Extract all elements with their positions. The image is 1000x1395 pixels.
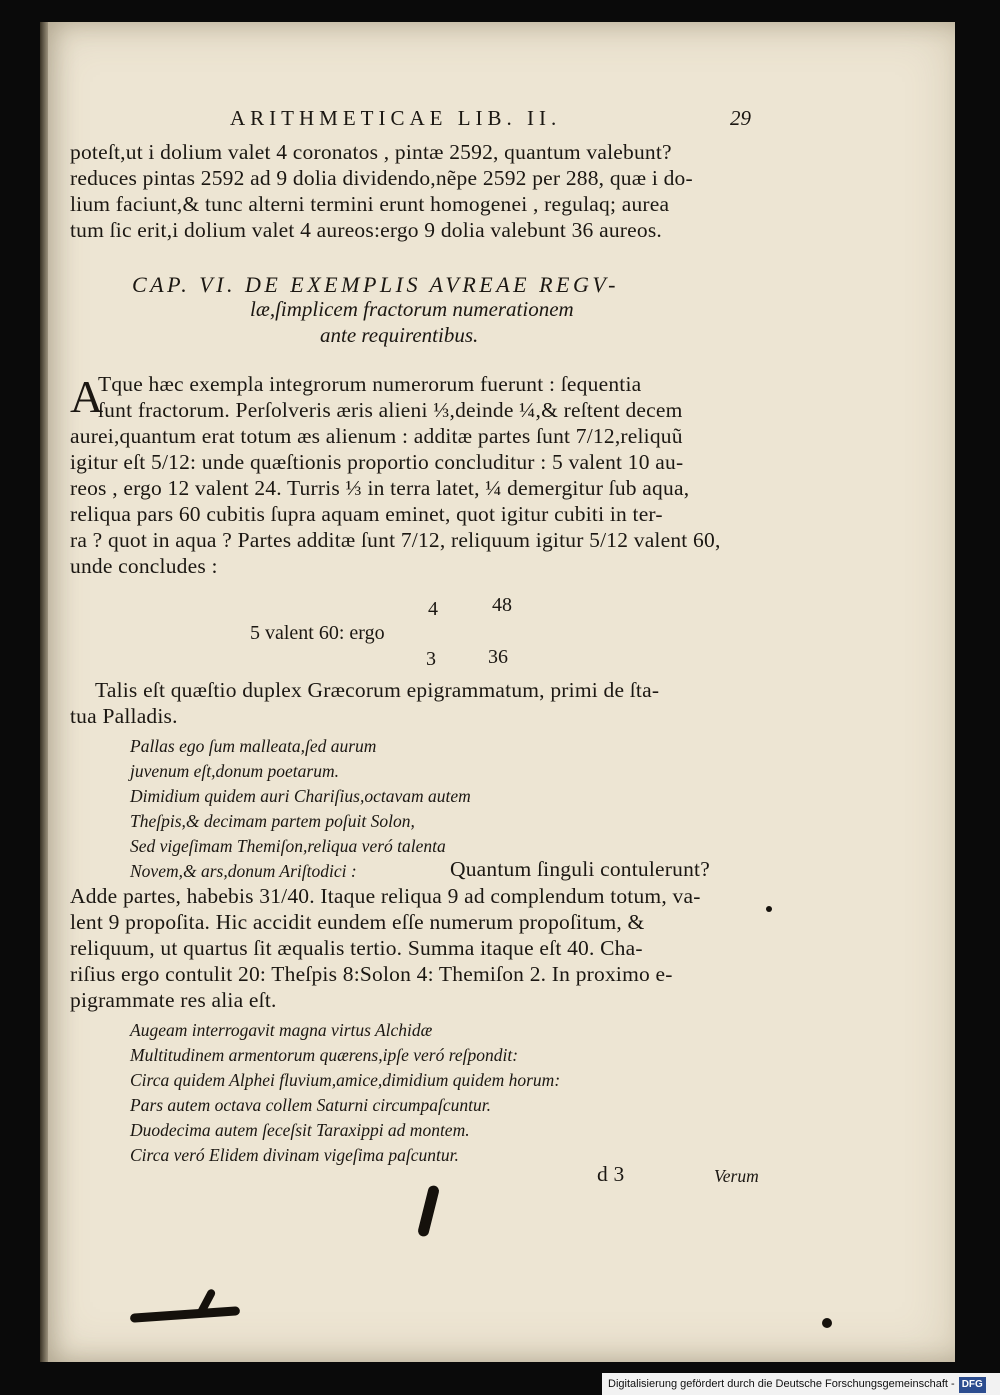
- text-line: Talis eſt quæſtio duplex Græcorum epigrammatum, primi de ſta-: [95, 678, 660, 702]
- chapter-title: CAP. VI. DE EXEMPLIS AVREAE REGV-: [132, 272, 619, 297]
- chapter-title-line: læ,ſimplicem fractorum numerationem: [250, 297, 574, 321]
- digitization-credit: [602, 1373, 1000, 1395]
- chapter-title-line: ante requirentibus.: [320, 323, 479, 347]
- text-line: tua Palladis.: [70, 704, 178, 728]
- text-line: reliqua pars 60 cubitis ſupra aquam eminet, quot igitur cubiti in ter-: [70, 502, 663, 526]
- question-line: Quantum ſinguli contulerunt?: [450, 857, 710, 881]
- text-line: poteſt,ut i dolium valet 4 coronatos , pintæ 2592, quantum valebunt?: [70, 140, 672, 164]
- text-line: lium faciunt,& tunc alterni termini erunt homogenei , regulaq; aurea: [70, 192, 670, 216]
- calc-denominator: 3: [426, 648, 436, 670]
- text-line: ſunt fractorum. Perſolveris æris alieni ⅓,deinde ¼,& reſtent decem: [98, 398, 683, 422]
- text-line: lent 9 propoſita. Hic accidit eundem eſſe numerum propoſitum, &: [70, 910, 645, 934]
- verse-line: Sed vigeſimam Themiſon,reliqua veró talenta: [130, 836, 446, 856]
- ink-stain: [130, 1306, 240, 1323]
- verse-line: Dimidium quidem auri Chariſius,octavam autem: [130, 786, 471, 806]
- text-line: igitur eſt 5/12: unde quæſtionis proportio concluditur : 5 valent 10 au-: [70, 450, 684, 474]
- text-line: reos , ergo 12 valent 24. Turris ⅓ in terra latet, ¼ demergitur ſub aqua,: [70, 476, 690, 500]
- text-line: reduces pintas 2592 ad 9 dolia dividendo,nẽpe 2592 per 288, quæ i do-: [70, 166, 693, 190]
- verse-line: Pars autem octava collem Saturni circumpaſcuntur.: [130, 1095, 491, 1115]
- verse-line: Multitudinem armentorum quærens,ipſe veró reſpondit:: [130, 1045, 519, 1065]
- verse-line: juvenum eſt,donum poetarum.: [130, 761, 339, 781]
- verse-line: Novem,& ars,donum Ariſtodici :: [130, 861, 357, 881]
- drop-cap: A: [70, 371, 104, 422]
- verse-line: Augeam interrogavit magna virtus Alchidæ: [130, 1020, 433, 1040]
- ink-dot: [766, 906, 772, 912]
- verse-line: Circa quidem Alphei fluvium,amice,dimidium quidem horum:: [130, 1070, 561, 1090]
- ink-dot: [822, 1318, 832, 1328]
- text-line: Adde partes, habebis 31/40. Itaque reliqua 9 ad complendum totum, va-: [70, 884, 701, 908]
- text-line: pigrammate res alia eſt.: [70, 988, 277, 1012]
- running-header: ARITHMETICAE LIB. II.: [230, 106, 562, 130]
- text-line: reliquum, ut quartus ſit æqualis tertio. Summa itaque eſt 40. Cha-: [70, 936, 643, 960]
- text-line: Tque hæc exempla integrorum numerorum fuerunt : ſequentia: [98, 372, 642, 396]
- page-number: 29: [730, 106, 751, 130]
- ink-stain: [417, 1184, 440, 1237]
- text-line: aurei,quantum erat totum æs alienum : additæ partes ſunt 7/12,reliquũ: [70, 424, 683, 448]
- calc-numerator: 4: [428, 598, 438, 620]
- signature-mark: d 3: [597, 1162, 625, 1186]
- calc-proportion: 5 valent 60: ergo: [250, 622, 385, 644]
- text-line: tum ſic erit,i dolium valet 4 aureos:ergo 9 dolia valebunt 36 aureos.: [70, 218, 662, 242]
- text-line: riſius ergo contulit 20: Theſpis 8:Solon 4: Themiſon 2. In proximo e-: [70, 962, 673, 986]
- page-gutter-shadow: [40, 22, 48, 1362]
- credit-text: Digitalisierung gefördert durch die Deutsche Forschungsgemeinschaft -: [608, 1378, 955, 1390]
- text-line: unde concludes :: [70, 554, 218, 578]
- verse-line: Duodecima autem ſeceſsit Taraxippi ad montem.: [130, 1120, 470, 1140]
- verse-line: Theſpis,& decimam partem poſuit Solon,: [130, 811, 415, 831]
- verse-line: Circa veró Elidem divinam vigeſima paſcuntur.: [130, 1145, 459, 1165]
- calc-numerator: 48: [492, 594, 512, 616]
- verse-line: Pallas ego ſum malleata,ſed aurum: [130, 736, 377, 756]
- book-page: [40, 22, 955, 1362]
- text-line: ra ? quot in aqua ? Partes additæ ſunt 7/12, reliquum igitur 5/12 valent 60,: [70, 528, 721, 552]
- dfg-logo-icon: DFG: [959, 1377, 986, 1393]
- catchword: Verum: [714, 1166, 759, 1186]
- calc-denominator: 36: [488, 646, 508, 668]
